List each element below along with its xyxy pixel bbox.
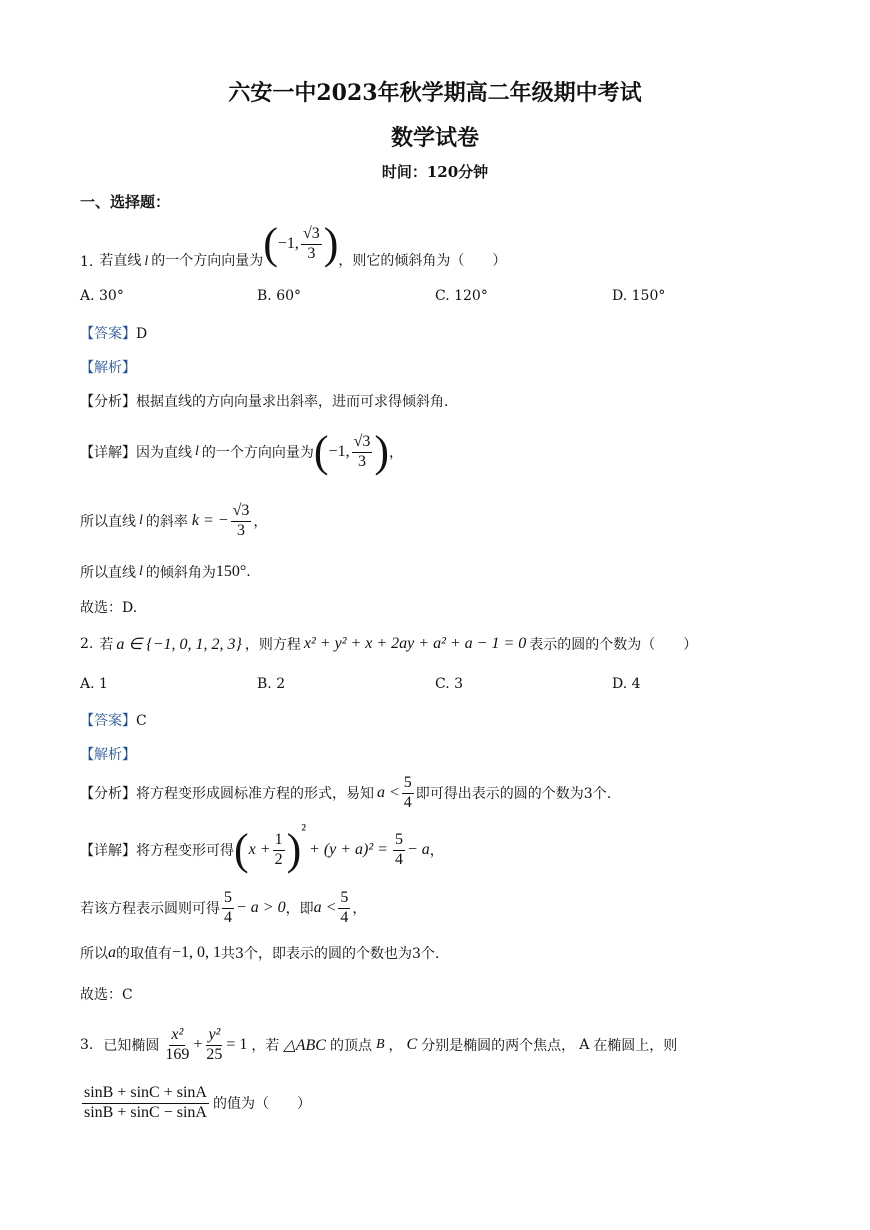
q3-stem: 3. 已知椭圆 $\frac{\text{x²}}{169}$ + $\frac{\text{y²}}{25}$ = 1 ，若 △ABC 的顶点 B ， C 分别是椭圆的两个焦点， A 在椭圆上，则 — [80, 1026, 678, 1063]
q1-option-a: A. 30° — [80, 288, 124, 304]
q2-stem: 2. 若 a ∈ {−1, 0, 1, 2, 3} ，则方程 x² + y² + x + 2ay + a² + a − 1 = 0 表示的圆的个数为（ ） — [80, 635, 698, 653]
q1-fenxi: 【分析】根据直线的方向向量求出斜率，进而可求得倾斜角. — [80, 394, 449, 410]
q2-option-a: A. 1 — [80, 676, 108, 692]
q2-values: 所以 a 的取值有 −1, 0, 1 共3个，即表示的圆的个数也为3个. — [80, 944, 440, 962]
q2-answer: 【答案】C — [80, 713, 147, 729]
q2-option-c: C. 3 — [435, 676, 464, 692]
q1-stem: 1. 若直线 l 的一个方向向量为 ( −1, $\frac{√3}{3}$ ) ，则它的倾斜角为（ ） — [80, 219, 507, 270]
q2-xiangjie: 【详解】 将方程变形可得 ( x + $\frac{1}{2}$ ) ² + (y + a)² = $\frac{5}{4}$ − a ， — [80, 822, 444, 874]
q2-option-d: D. 4 — [612, 676, 641, 692]
exam-time: 时间：120分钟 — [381, 163, 489, 181]
q1-slope: 所以直线 l 的斜率 k = − $\frac{√3}{3}$ ， — [80, 502, 268, 539]
section-heading: 一、选择题： — [80, 193, 171, 211]
exam-subtitle: 数学试卷 — [390, 125, 479, 151]
q2-fenxi: 【分析】 将方程变形成圆标准方程的形式，易知 a < $\frac{5}{4}$ 即可得出表示的圆的个数为3个. — [80, 774, 612, 811]
q1-angle: 所以直线 l 的倾斜角为 150° . — [80, 563, 251, 581]
q1-analysis-label: 【解析】 — [80, 360, 136, 376]
exam-title: 六安一中2023年秋学期高二年级期中考试 — [228, 80, 642, 106]
q1-answer: 【答案】D — [80, 326, 148, 342]
q1-choice: 故选：D. — [80, 600, 138, 616]
q2-option-b: B. 2 — [257, 676, 286, 692]
q2-choice: 故选：C — [80, 987, 133, 1003]
q3-ratio: $\frac{\sin B + \sin C + \sin A}{\sin B + \sin C - \sin A}$ 的值为（ ） — [84, 1084, 311, 1121]
q1-xiangjie: 【详解】 因为直线 l 的一个方向向量为 ( −1, $\frac{√3}{3}$ ) ， — [80, 427, 404, 476]
q2-condition: 若该方程表示圆则可得 $\frac{5}{4}$ − a > 0 ，即 a < $\frac{5}{4}$ ， — [80, 889, 367, 926]
q1-option-c: C. 120° — [435, 288, 488, 304]
q2-analysis-label: 【解析】 — [80, 747, 136, 763]
q1-number: 1. — [80, 254, 94, 270]
q1-option-b: B. 60° — [257, 288, 302, 304]
q1-option-d: D. 150° — [612, 288, 666, 304]
